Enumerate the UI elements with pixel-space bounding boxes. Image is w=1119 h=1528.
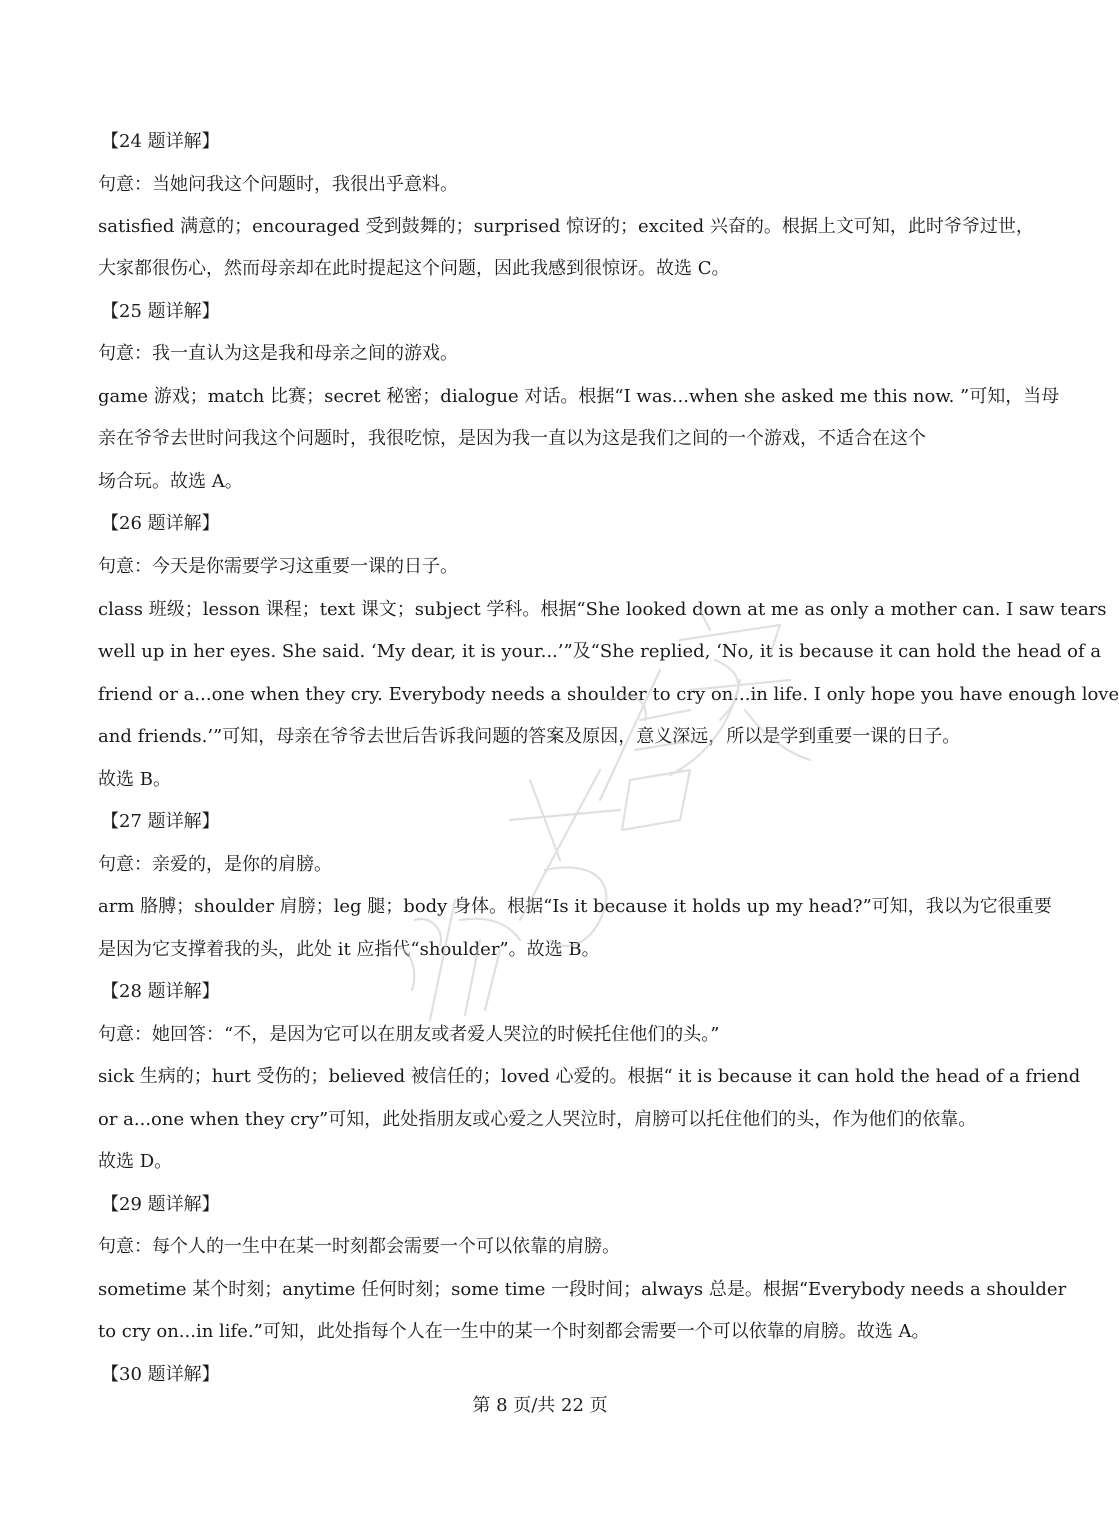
section-28-line-1: 句意：她回答：“不，是因为它可以在朋友或者爱人哭泣的时候托住他们的头。”	[98, 1024, 720, 1045]
section-26-line-4: friend or a...one when they cry. Everybody needs a shoulder to cry on...in life. I only hope you have enough love	[98, 684, 1119, 705]
section-25-line-4: 场合玩。故选 A。	[98, 471, 243, 492]
section-28-line-2: sick 生病的；hurt 受伤的；believed 被信任的；loved 心爱的。根据“ it is because it can hold the head of a friend	[98, 1066, 1081, 1087]
section-27-line-1: 句意：亲爱的，是你的肩膀。	[98, 854, 332, 875]
section-27-heading: 【27 题详解】	[101, 811, 220, 832]
section-26-line-3: well up in her eyes. She said. ‘My dear, it is your...’”及“She replied, ‘No, it is because it can hold the head of a	[98, 641, 1102, 662]
section-29-line-1: 句意：每个人的一生中在某一时刻都会需要一个可以依靠的肩膀。	[98, 1236, 620, 1257]
section-29-heading: 【29 题详解】	[101, 1194, 220, 1215]
section-25-heading: 【25 题详解】	[101, 301, 220, 322]
section-26-line-2: class 班级；lesson 课程；text 课文；subject 学科。根据“She looked down at me as only a mother can. I saw tears	[98, 599, 1107, 620]
section-24-line-1: 句意：当她问我这个问题时，我很出乎意料。	[98, 174, 458, 195]
section-26-line-5: and friends.’”可知，母亲在爷爷去世后告诉我问题的答案及原因，意义深远，所以是学到重要一课的日子。	[98, 726, 961, 747]
section-24-heading: 【24 题详解】	[101, 131, 220, 152]
section-28-heading: 【28 题详解】	[101, 981, 220, 1002]
section-24-line-2: satisfied 满意的；encouraged 受到鼓舞的；surprised 惊讶的；excited 兴奋的。根据上文可知，此时爷爷过世，	[98, 216, 1034, 237]
section-28-line-3: or a...one when they cry”可知，此处指朋友或心爱之人哭泣时，肩膀可以托住他们的头，作为他们的依靠。	[98, 1109, 977, 1130]
section-24-line-3: 大家都很伤心，然而母亲却在此时提起这个问题，因此我感到很惊讶。故选 C。	[98, 258, 730, 279]
section-29-line-2: sometime 某个时刻；anytime 任何时刻；some time 一段时间；always 总是。根据“Everybody needs a shoulder	[98, 1279, 1067, 1300]
section-29-line-3: to cry on...in life.”可知，此处指每个人在一生中的某一个时刻都会需要一个可以依靠的肩膀。故选 A。	[98, 1321, 930, 1342]
section-30-heading: 【30 题详解】	[101, 1364, 220, 1385]
section-26-heading: 【26 题详解】	[101, 513, 220, 534]
page-number-footer: 第 8 页/共 22 页	[472, 1395, 608, 1416]
section-26-line-1: 句意：今天是你需要学习这重要一课的日子。	[98, 556, 458, 577]
section-25-line-2: game 游戏；match 比赛；secret 秘密；dialogue 对话。根据“I was...when she asked me this now. ”可知，当母	[98, 386, 1060, 407]
section-27-line-2: arm 胳膊；shoulder 肩膀；leg 腿；body 身体。根据“Is it because it holds up my head?”可知，我以为它很重要	[98, 896, 1052, 917]
section-28-line-4: 故选 D。	[98, 1151, 173, 1172]
section-26-line-6: 故选 B。	[98, 769, 171, 790]
section-25-line-3: 亲在爷爷去世时问我这个问题时，我很吃惊，是因为我一直以为这是我们之间的一个游戏，不适合在这个	[98, 428, 926, 449]
section-27-line-3: 是因为它支撑着我的头，此处 it 应指代“shoulder”。故选 B。	[98, 939, 600, 960]
section-25-line-1: 句意：我一直认为这是我和母亲之间的游戏。	[98, 343, 458, 364]
